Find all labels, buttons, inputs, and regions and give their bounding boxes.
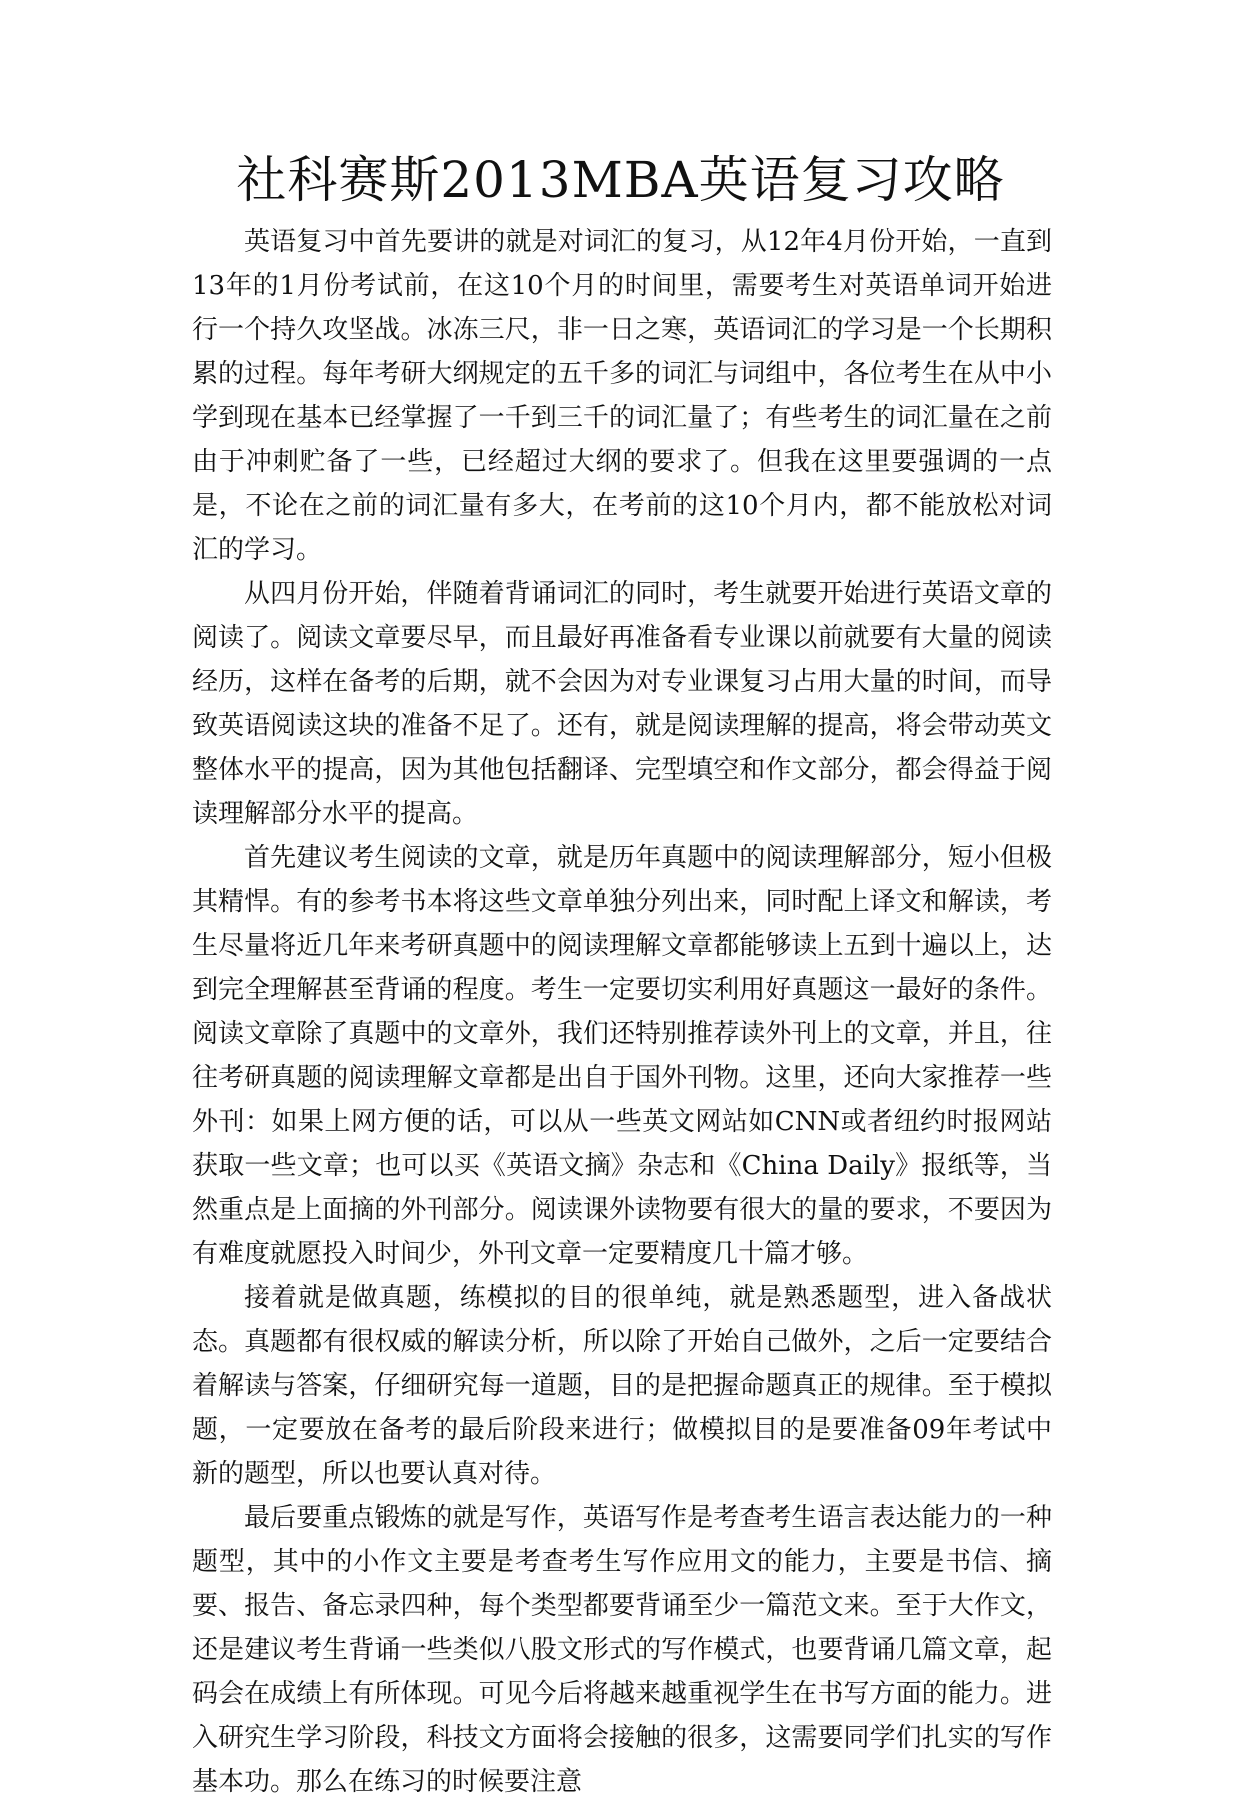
paragraph-reading: 从四月份开始，伴随着背诵词汇的同时，考生就要开始进行英语文章的阅读了。阅读文章要尽早，而且最好再准备看专业课以前就要有大量的阅读经历，这样在备考的后期，就不会因为对专业课复习占用大量的时间，而导致英语阅读这块的准备不足了。还有，就是阅读理解的提高，将会带动英文整体水平的提高，因为其他包括翻译、完型填空和作文部分，都会得益于阅读理解部分水平的提高。	[192, 579, 1052, 829]
paragraph-practice-tests: 接着就是做真题，练模拟的目的很单纯，就是熟悉题型，进入备战状态。真题都有很权威的解读分析，所以除了开始自己做外，之后一定要结合着解读与答案，仔细研究每一道题，目的是把握命题真正的规律。至于模拟题，一定要放在备考的最后阶段来进行；做模拟目的是要准备09年考试中新的题型，所以也要认真对待。	[192, 1283, 1052, 1489]
paragraph-past-exams-reading: 首先建议考生阅读的文章，就是历年真题中的阅读理解部分，短小但极其精悍。有的参考书本将这些文章单独分列出来，同时配上译文和解读，考生尽量将近几年来考研真题中的阅读理解文章都能够读上五到十遍以上，达到完全理解甚至背诵的程度。考生一定要切实利用好真题这一最好的条件。阅读文章除了真题中的文章外，我们还特别推荐读外刊上的文章，并且，往往考研真题的阅读理解文章都是出自于国外刊物。这里，还向大家推荐一些外刊：如果上网方便的话，可以从一些英文网站如CNN或者纽约时报网站获取一些文章；也可以买《英语文摘》杂志和《China Daily》报纸等，当然重点是上面摘的外刊部分。阅读课外读物要有很大的量的要求，不要因为有难度就愿投入时间少，外刊文章一定要精度几十篇才够。	[192, 843, 1052, 1269]
paragraph-vocabulary: 英语复习中首先要讲的就是对词汇的复习，从12年4月份开始，一直到13年的1月份考试前，在这10个月的时间里，需要考生对英语单词开始进行一个持久攻坚战。冰冻三尺，非一日之寒，英语词汇的学习是一个长期积累的过程。每年考研大纲规定的五千多的词汇与词组中，各位考生在从中小学到现在基本已经掌握了一千到三千的词汇量了；有些考生的词汇量在之前由于冲刺贮备了一些，已经超过大纲的要求了。但我在这里要强调的一点是，不论在之前的词汇量有多大，在考前的这10个月内，都不能放松对词汇的学习。	[192, 227, 1052, 565]
document-body	[192, 220, 1052, 1797]
paragraph-writing: 最后要重点锻炼的就是写作，英语写作是考查考生语言表达能力的一种题型，其中的小作文主要是考查考生写作应用文的能力，主要是书信、摘要、报告、备忘录四种，每个类型都要背诵至少一篇范文来。至于大作文，还是建议考生背诵一些类似八股文形式的写作模式，也要背诵几篇文章，起码会在成绩上有所体现。可见今后将越来越重视学生在书写方面的能力。进入研究生学习阶段，科技文方面将会接触的很多，这需要同学们扎实的写作基本功。那么在练习的时候要注意	[192, 1503, 1052, 1797]
document-title: 社科赛斯2013MBA英语复习攻略	[236, 151, 1005, 209]
